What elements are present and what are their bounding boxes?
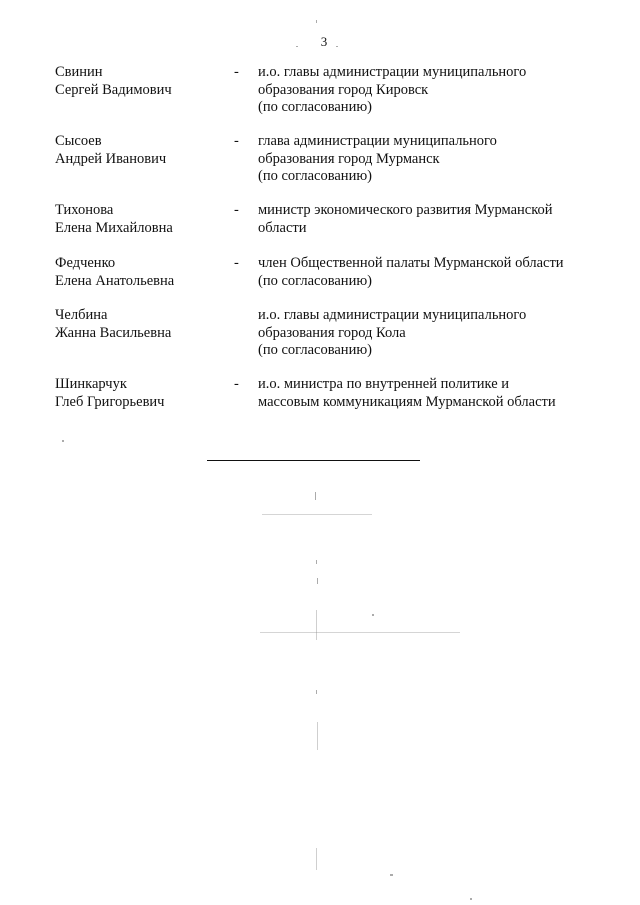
member-position-line: (по согласованию) bbox=[258, 272, 372, 289]
member-given-names: Андрей Иванович bbox=[55, 150, 167, 167]
member-entry bbox=[0, 376, 640, 436]
member-entry bbox=[0, 64, 640, 124]
member-given-names: Сергей Вадимович bbox=[55, 81, 172, 98]
member-name bbox=[55, 202, 225, 237]
member-position-line: образования город Кола bbox=[258, 324, 406, 341]
member-position-line: министр экономического развития Мурманской bbox=[258, 202, 553, 218]
member-dash: - bbox=[234, 255, 239, 271]
member-given-names: Елена Анатольевна bbox=[55, 272, 175, 289]
end-of-list-rule bbox=[207, 460, 420, 461]
member-given-names: Елена Михайловна bbox=[55, 219, 173, 236]
page-number: 3 bbox=[320, 34, 328, 49]
member-name bbox=[55, 376, 225, 411]
member-surname: Шинкарчук bbox=[55, 376, 127, 392]
member-position bbox=[258, 64, 603, 117]
member-position-line: и.о. министра по внутренней политике и bbox=[258, 376, 510, 392]
member-position bbox=[258, 307, 603, 360]
member-position bbox=[258, 202, 603, 237]
member-surname: Сысоев bbox=[55, 133, 102, 149]
member-name bbox=[55, 64, 225, 99]
member-position bbox=[258, 376, 603, 411]
member-name bbox=[55, 255, 225, 290]
member-position-line: глава администрации муниципального bbox=[258, 133, 497, 149]
member-position-line: массовым коммуникациям Мурманской области bbox=[258, 393, 556, 410]
member-position bbox=[258, 255, 603, 290]
member-position-line: образования город Кировск bbox=[258, 81, 429, 98]
member-position-line: (по согласованию) bbox=[258, 168, 372, 184]
member-position-line: (по согласованию) bbox=[258, 342, 372, 358]
member-entry bbox=[0, 202, 640, 262]
member-position-line: области bbox=[258, 219, 307, 236]
member-position-line: (по согласованию) bbox=[258, 99, 372, 115]
member-position-line: и.о. главы администрации муниципального bbox=[258, 307, 527, 323]
member-dash: - bbox=[234, 64, 239, 80]
member-surname: Федченко bbox=[55, 255, 116, 271]
member-position-line: член Общественной палаты Мурманской области bbox=[258, 255, 564, 271]
member-entry bbox=[0, 307, 640, 367]
member-entry bbox=[0, 133, 640, 193]
member-position-line: и.о. главы администрации муниципального bbox=[258, 64, 527, 80]
member-dash: - bbox=[234, 202, 239, 218]
member-given-names: Глеб Григорьевич bbox=[55, 393, 165, 410]
member-dash: - bbox=[234, 376, 239, 392]
member-surname: Челбина bbox=[55, 307, 108, 323]
member-name bbox=[55, 133, 225, 168]
member-given-names: Жанна Васильевна bbox=[55, 324, 172, 341]
member-position-line: образования город Мурманск bbox=[258, 150, 440, 167]
member-entry bbox=[0, 255, 640, 315]
member-surname: Тихонова bbox=[55, 202, 114, 218]
member-name bbox=[55, 307, 225, 342]
member-surname: Свинин bbox=[55, 64, 103, 80]
member-dash: - bbox=[234, 133, 239, 149]
member-position bbox=[258, 133, 603, 186]
